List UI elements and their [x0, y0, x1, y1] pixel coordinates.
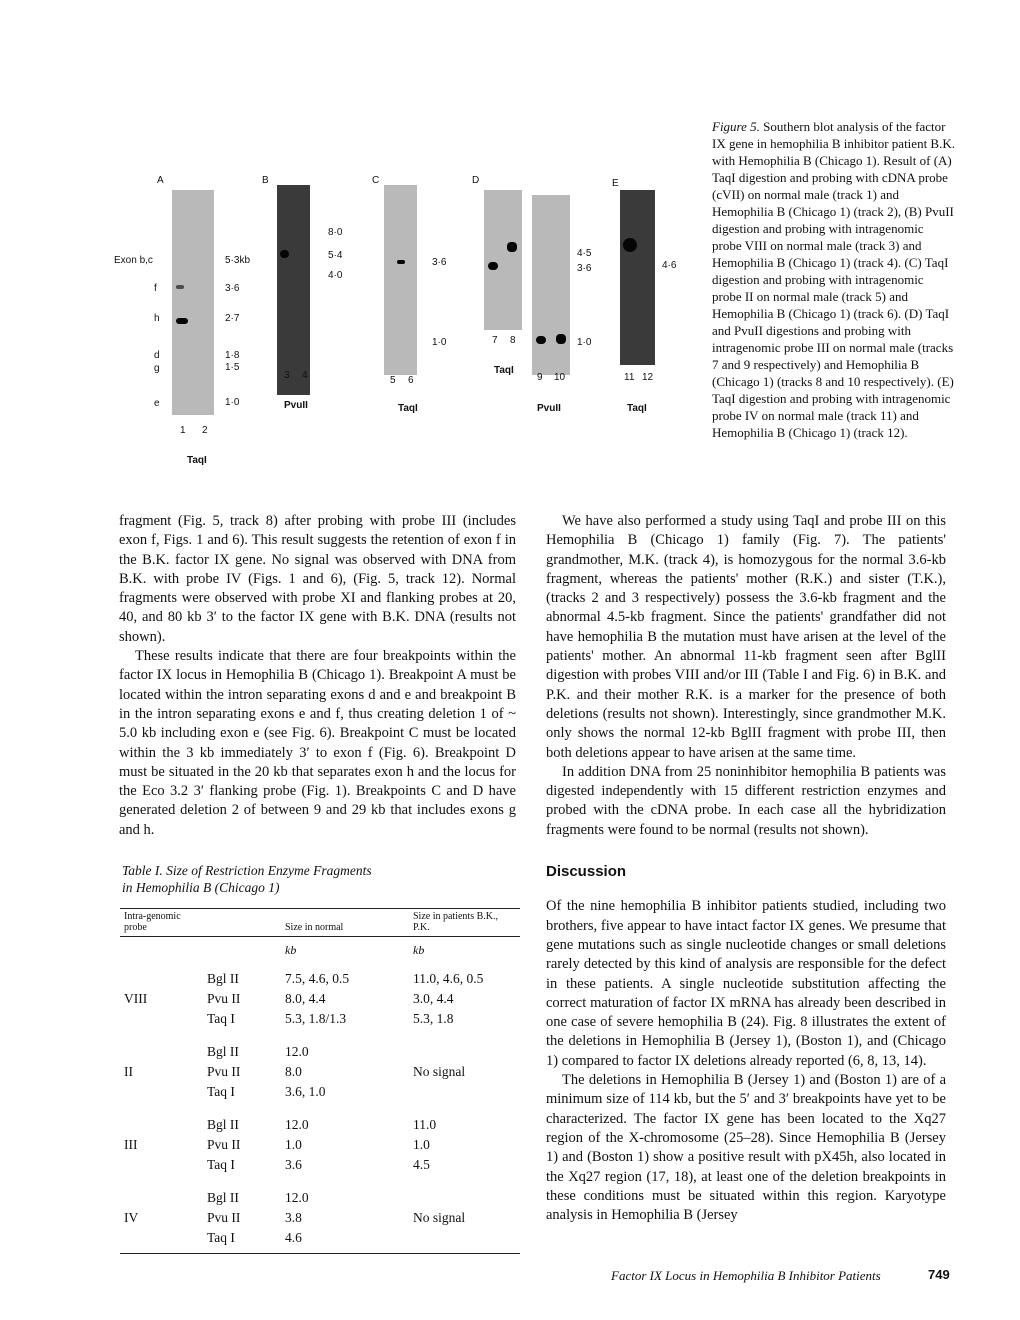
page-number: 749 [928, 1267, 950, 1282]
size-label: 3·6 [225, 283, 240, 294]
size-label: 1·0 [432, 337, 447, 348]
table-cell-probe: IV [124, 1210, 139, 1225]
blot-band [507, 242, 517, 252]
table-cell-patients: 3.0, 4.4 [413, 991, 454, 1006]
size-label: 3·6 [577, 263, 592, 274]
track-number: 2 [202, 425, 208, 436]
table-cell-patients: 4.5 [413, 1157, 430, 1172]
panel-label-d: D [472, 175, 480, 186]
track-number: 9 [537, 372, 543, 383]
table-cell-normal: 5.3, 1.8/1.3 [285, 1011, 347, 1026]
enzyme-label-c: TaqI [398, 403, 418, 414]
track-number: 6 [408, 375, 414, 386]
table-cell-probe [120, 1175, 203, 1208]
table-row [120, 1208, 520, 1228]
exon-label-h: h [154, 313, 160, 324]
exon-label-bc: Exon b,c [114, 255, 153, 266]
table-cell-normal: 3.8 [285, 1210, 302, 1225]
restriction-fragment-table [120, 908, 520, 1254]
track-number: 1 [180, 425, 186, 436]
figure-label: Figure 5. [712, 119, 760, 134]
table-row [120, 1228, 520, 1254]
enzyme-label-d2: PvuII [537, 403, 561, 414]
enzyme-label-b: PvuII [284, 400, 308, 411]
caption-text: Southern blot analysis of the factor IX gene in hemophilia B inhibitor patient B.K. with Hemophilia B (Chicago 1). Result of (A) TaqI digestion and probing with cDNA probe (cVII) on normal male (track 1) and Hemophilia B (Chicago 1) (track 2), (B) PvuII digestion and probing with intragenomic probe VIII on normal male (track 3) and Hemophilia B (Chicago 1) (track 4). (C) TaqI digestion and probing with intragenomic probe II on normal male (track 5) and Hemophilia B (Chicago 1) (track 6). (D) TaqI and PvuII digestions and probing with intragenomic probe III on normal male (tracks 7 and 9 respectively) and Hemophilia B (Chicago 1) (tracks 8 and 10 respectively). (E) TaqI digestion and probing with intragenomic probe IV on normal male (track 11) and Hemophilia B (Chicago 1) (track 12). [712, 119, 955, 440]
table-row [120, 1009, 520, 1029]
right-column [546, 512, 946, 1225]
table-cell-normal: 8.0 [285, 1064, 302, 1079]
panel-label-c: C [372, 175, 380, 186]
table-row [120, 1082, 520, 1102]
table-cell-patients [409, 1175, 520, 1208]
table-cell-probe [120, 1102, 203, 1135]
running-title: Factor IX Locus in Hemophilia B Inhibitor Patients [611, 1268, 881, 1283]
table-cell-patients: 5.3, 1.8 [413, 1011, 454, 1026]
table-cell-enzyme: Bgl II [207, 1117, 239, 1132]
table-title-line: Table I. Size of Restriction Enzyme Fragments [122, 863, 372, 878]
table-row [120, 989, 520, 1009]
southern-blot-figure [112, 150, 677, 480]
table-cell-probe: III [124, 1137, 138, 1152]
panel-b-lanes [277, 185, 310, 395]
blot-band [536, 336, 546, 344]
table-row [120, 1062, 520, 1082]
track-number: 11 [624, 372, 635, 383]
units-row [120, 937, 520, 970]
track-number: 4 [302, 370, 308, 381]
table-cell-probe [120, 1155, 203, 1175]
table-cell-enzyme: Pvu II [207, 991, 241, 1006]
track-number: 8 [510, 335, 516, 346]
table-cell-patients: 11.0, 4.6, 0.5 [413, 971, 484, 986]
blot-band [397, 260, 405, 264]
table-row [120, 1102, 520, 1135]
table-cell-enzyme: Taq I [207, 1157, 235, 1172]
enzyme-label-d1: TaqI [494, 365, 514, 376]
blot-band [280, 250, 289, 258]
track-number: 12 [642, 372, 654, 383]
table-cell-probe: VIII [124, 991, 148, 1006]
blot-band [176, 285, 184, 289]
panel-c-lanes [384, 185, 417, 375]
column-header-normal: Size in normal [281, 909, 409, 937]
exon-label-g: g [154, 363, 160, 374]
table-cell-normal: 3.6 [285, 1157, 302, 1172]
table-cell-enzyme: Taq I [203, 1228, 281, 1254]
table-cell-normal: 8.0, 4.4 [285, 991, 326, 1006]
size-label: 8·0 [328, 227, 343, 238]
table-body [120, 937, 520, 1254]
size-label: 1·8 [225, 350, 240, 361]
paragraph: We have also performed a study using TaqI and probe III on this Hemophilia B (Chicago 1) family (Fig. 7). The patients' grandmother, M.K. (track 4), is homozygous for the normal 3.6-kb fragment, whereas the patients' mother (R.K.) and sister (T.K.), (tracks 2 and 3 respectively) possess the 3.6-kb fragment and the abnormal 4.5-kb fragment. Since the patients' grandfather did not have hemophilia B the mutation must have arisen at the level of the patients' mother. An abnormal 11-kb fragment seen after BglII digestion with probes VIII and/or III (Table I and Fig. 6) in B.K. and P.K. and their mother R.K. is a marker for the presence of both deletions (results not shown). Interestingly, since grandmother M.K. only shows the normal 12-kb BglII fragment with probe III, then both deletions appear to have arisen at the same time. [546, 513, 946, 761]
paragraph: These results indicate that there are four breakpoints within the factor IX locus in Hemophilia B (Chicago 1). Breakpoint A must be located within the intron separating exons d and e and breakpoint B in the intron separating exons e and f, thus creating deletion 1 of ~ 5.0 kb including exon e (see Fig. 6). Breakpoint C must be located within the 3 kb immediately 3′ to exon f (Fig. 6). Breakpoint D must be situated in the 20 kb that separates exon h and the locus for the Eco 3.2 3′ flanking probe (Fig. 1). Breakpoints C and D have generated deletion 2 of between 9 and 29 kb that includes exons g and h. [119, 648, 516, 838]
paragraph: The deletions in Hemophilia B (Jersey 1) and (Boston 1) are of a minimum size of 114 kb, but the 5′ and 3′ breakpoints have yet to be characterized. The factor IX gene has been located to the Xq27 region of the X-chromosome (25–28). Since Hemophilia B (Jersey 1) and (Boston 1) show a positive result with pX45h, also located in the Xq27 region (17, 18), at least one of the deletion breakpoints in these conditions must be situated within this region. Karyotype analysis in Hemophilia B (Jersey [546, 1072, 946, 1224]
table-cell-patients: No signal [413, 1210, 466, 1225]
size-label: 4·5 [577, 248, 592, 259]
size-label: 1·0 [225, 397, 240, 408]
enzyme-label-a: TaqI [187, 455, 207, 466]
table-cell-enzyme: Bgl II [207, 1190, 239, 1205]
table-cell-enzyme: Pvu II [207, 1064, 241, 1079]
table-cell-probe [120, 1082, 203, 1102]
table-cell-patients: 11.0 [413, 1117, 437, 1132]
track-number: 7 [492, 335, 498, 346]
panel-e-lanes [620, 190, 655, 365]
table-cell-patients [409, 1082, 520, 1102]
panel-d-left-lanes [484, 190, 522, 330]
panel-d-right-lanes [532, 195, 570, 375]
table-cell-enzyme: Bgl II [207, 1044, 239, 1059]
enzyme-label-e: TaqI [627, 403, 647, 414]
table-cell-patients: No signal [413, 1064, 466, 1079]
table-cell [203, 937, 281, 970]
blot-band [176, 318, 188, 324]
table-row [120, 1175, 520, 1208]
table-cell-normal: 3.6, 1.0 [285, 1084, 326, 1099]
table-title-line: in Hemophilia B (Chicago 1) [122, 880, 280, 895]
column-header-enzyme [203, 909, 281, 937]
table-cell-probe [120, 1009, 203, 1029]
blot-band [488, 262, 498, 270]
table-cell-normal: 4.6 [281, 1228, 409, 1254]
table-row [120, 969, 520, 989]
paragraph: fragment (Fig. 5, track 8) after probing with probe III (includes exon f, Figs. 1 and 6). This result suggests the retention of exon f in the B.K. factor IX gene. No signal was observed with DNA from B.K. with probe IV (Figs. 1 and 6), (Fig. 5, track 12). Normal fragments were observed with probe XI and flanking probes at 20, 40, and 80 kb 3′ to the factor IX gene with B.K. DNA (results not shown). [119, 513, 516, 645]
size-label: 4·0 [328, 270, 343, 281]
table-cell-enzyme: Pvu II [207, 1137, 241, 1152]
figure-caption [712, 118, 956, 441]
track-number: 3 [284, 370, 290, 381]
table-cell-enzyme: Bgl II [207, 971, 239, 986]
table-cell-patients [409, 1029, 520, 1062]
panel-label-b: B [262, 175, 269, 186]
table-cell-normal: 1.0 [285, 1137, 302, 1152]
table-cell-patients: 1.0 [413, 1137, 430, 1152]
table-cell-probe [120, 1228, 203, 1254]
paragraph: Of the nine hemophilia B inhibitor patients studied, including two brothers, five appear to have intact factor IX genes. We presume that gene mutations such as single nucleotide changes or small deletions rarely detected by this kind of analysis are responsible for the defect in these patients. A single nucleotide substitution affecting the correct maturation of factor IX mRNA has already been described in one case of severe hemophilia B (24). Fig. 8 illustrates the extent of the deletions in Hemophilia B (Jersey 1), (Boston 1), and (Chicago 1) compared to factor IX deletions already reported (6, 8, 13, 14). [546, 898, 946, 1069]
size-label: 2·7 [225, 313, 240, 324]
track-number: 10 [554, 372, 566, 383]
units-normal: kb [285, 943, 297, 957]
table-cell-enzyme: Taq I [207, 1084, 235, 1099]
table-cell-enzyme: Taq I [207, 1011, 235, 1026]
column-header-patients: Size in patients B.K., P.K. [409, 909, 520, 937]
blot-band [623, 238, 637, 252]
table-cell-probe [120, 1029, 203, 1062]
table-cell-normal: 12.0 [285, 1117, 309, 1132]
size-label: 1·0 [577, 337, 592, 348]
table-cell-patients [409, 1228, 520, 1254]
exon-label-d: d [154, 350, 160, 361]
section-heading: Discussion [546, 863, 627, 881]
table-cell-normal: 12.0 [285, 1190, 309, 1205]
table-cell-probe [120, 969, 203, 989]
panel-label-e: E [612, 178, 619, 189]
size-label: 1·5 [225, 362, 240, 373]
size-label: 3·6 [432, 257, 447, 268]
table-cell-normal: 7.5, 4.6, 0.5 [285, 971, 350, 986]
column-header-probe: Intra-genomic probe [120, 909, 203, 937]
size-label: 5·3kb [225, 255, 251, 266]
blot-band [556, 334, 566, 344]
units-patients: kb [413, 943, 425, 957]
table-title [122, 862, 422, 896]
left-column [119, 512, 516, 840]
paragraph: In addition DNA from 25 noninhibitor hemophilia B patients was digested independently with 15 different restriction enzymes and probed with the cDNA probe. In each case all the hybridization fragments were found to be normal (results not shown). [546, 763, 946, 838]
table-cell-enzyme: Pvu II [207, 1210, 241, 1225]
track-number: 5 [390, 375, 396, 386]
table-cell-probe: II [124, 1064, 133, 1079]
table-cell-normal: 12.0 [285, 1044, 309, 1059]
table-cell [120, 937, 203, 970]
table-row [120, 1029, 520, 1062]
size-label: 5·4 [328, 250, 343, 261]
panel-label-a: A [157, 175, 164, 186]
table-row [120, 1155, 520, 1175]
table-row [120, 1135, 520, 1155]
exon-label-e: e [154, 398, 160, 409]
exon-label-f: f [154, 283, 157, 294]
size-label: 4·6 [662, 260, 677, 271]
panel-a-lanes [172, 190, 214, 415]
